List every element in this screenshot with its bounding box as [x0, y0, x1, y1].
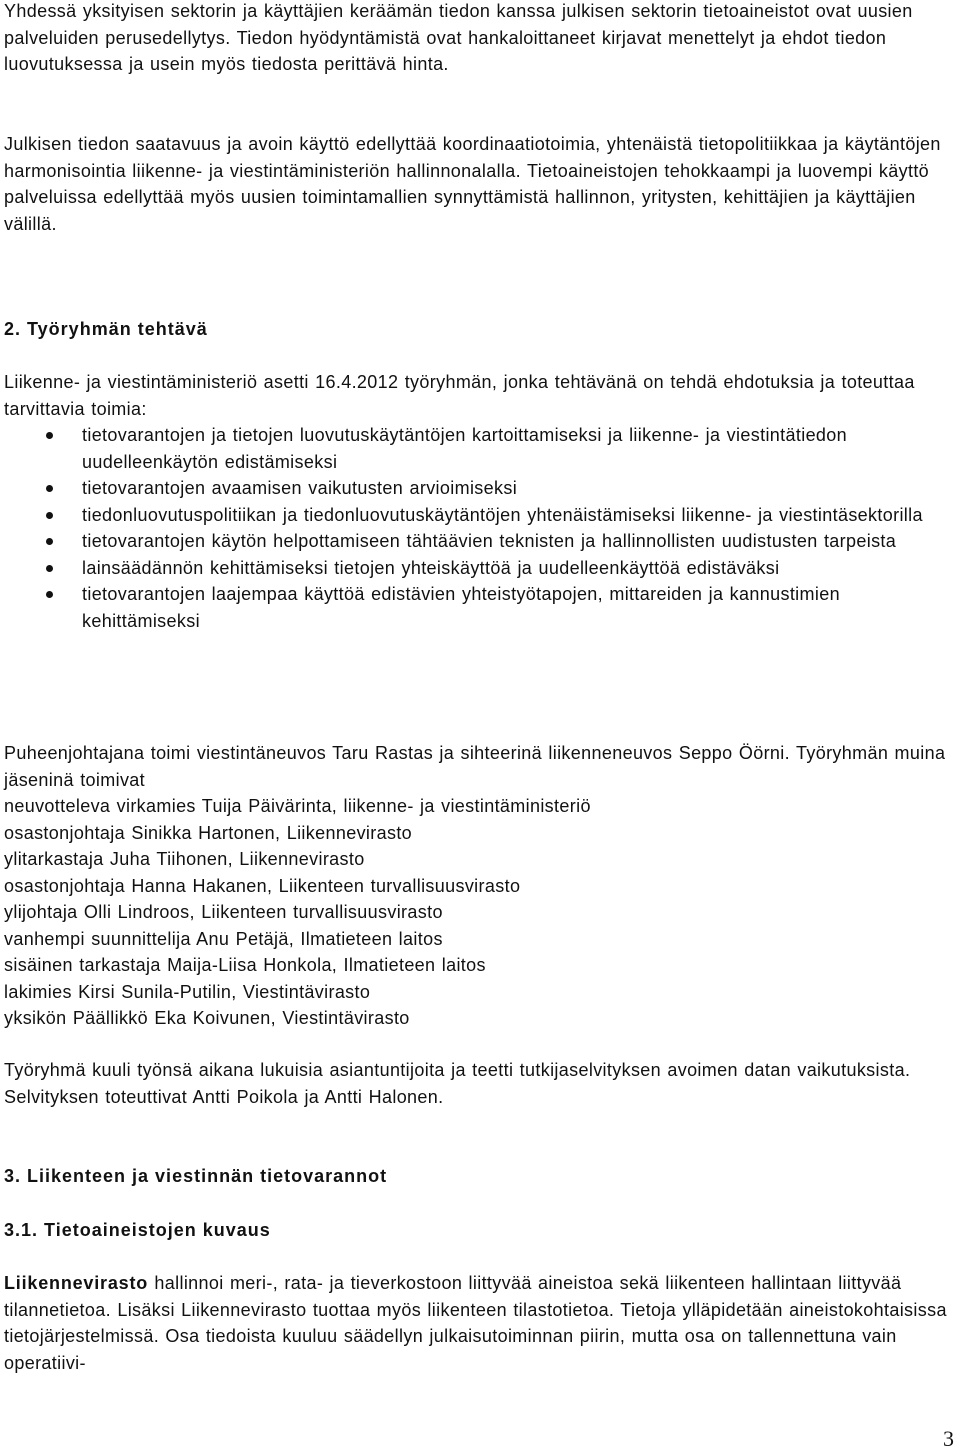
section-3-heading: 3. Liikenteen ja viestinnän tietovarannot [4, 1166, 388, 1186]
member-line: neuvotteleva virkamies Tuija Päivärinta, liikenne- ja viestintäministeriö [4, 796, 591, 816]
task-text: tietovarantojen avaamisen vaikutusten arvioimiseksi [82, 478, 518, 498]
bullet-icon [46, 538, 53, 545]
task-text: tietovarantojen laajempaa käyttöä edistävien yhteistyötapojen, mittareiden ja kannustimien kehittämiseksi [82, 584, 840, 631]
task-item [4, 502, 952, 529]
bullet-icon [46, 512, 53, 519]
bullet-icon [46, 591, 53, 598]
task-text: tietovarantojen ja tietojen luovutuskäytäntöjen kartoittamiseksi ja liikenne- ja viestintätiedon uudelleenkäytön edistämiseksi [82, 425, 848, 472]
member-line: osastonjohtaja Hanna Hakanen, Liikenteen turvallisuusvirasto [4, 875, 521, 896]
agency-text: hallinnoi meri-, rata- ja tieverkostoon liittyvää aineistoa sekä liikenteen hallintaan liittyvää tilannetietoa. Lisäksi Liikennevirasto tuottaa myös liikenteen tilastotietoa. Tietoja ylläpidetään aineistokohtaisissa tietojärjestelmissä. Osa tiedoista kuuluu säädellyn julkaisutoiminnan piirin, mutta osa on tallennettuna vain operatiivi- [4, 1273, 947, 1373]
task-text: lainsäädännön kehittämiseksi tietojen yhteiskäyttöä ja uudelleenkäyttöä edistäväksi [82, 557, 780, 578]
member-line: osastonjohtaja Sinikka Hartonen, Liikennevirasto [4, 822, 413, 843]
member-line: lakimies Kirsi Sunila-Putilin, Viestintävirasto [4, 981, 371, 1002]
agency-name: Liikennevirasto [4, 1273, 149, 1293]
bullet-icon [46, 565, 53, 572]
chair-paragraph: Puheenjohtajana toimi viestintäneuvos Taru Rastas ja sihteerinä liikenneneuvos Seppo Öörni. Työryhmän muina jäseninä toimivat [4, 743, 946, 790]
intro-paragraph: Yhdessä yksityisen sektorin ja käyttäjien keräämän tiedon kanssa julkisen sektorin tietoaineistot ovat uusien palveluiden perusedellytys. Tiedon hyödyntämistä ovat hankaloittaneet kirjavat menettelyt ja ehdot tiedon luovutuksessa ja usein myös tiedosta perittävä hinta. [4, 1, 913, 74]
availability-paragraph: Julkisen tiedon saatavuus ja avoin käyttö edellyttää koordinaatiotoimia, yhtenäistä tietopolitiikkaa ja käytäntöjen harmonisointia liikenne- ja viestintäministeriön hallinnonalalla. Tietoaineistojen tehokkaampi ja luovempi käyttö palveluissa edellyttää myös uusien toimintamallien synnyttämistä hallinnon, yritysten, kehittäjien ja käyttäjien välillä. [4, 134, 941, 234]
section-3-1-heading: 3.1. Tietoaineistojen kuvaus [4, 1220, 271, 1240]
task-item [4, 555, 952, 582]
member-line: vanhempi suunnittelija Anu Petäjä, Ilmatieteen laitos [4, 928, 443, 949]
bullet-icon [46, 432, 53, 439]
member-line: ylitarkastaja Juha Tiihonen, Liikennevirasto [4, 849, 365, 869]
bullet-icon [46, 485, 53, 492]
member-line: sisäinen tarkastaja Maija-Liisa Honkola, Ilmatieteen laitos [4, 955, 486, 975]
task-item [4, 528, 952, 555]
task-list [4, 422, 952, 634]
section-2-intro: Liikenne- ja viestintäministeriö asetti 16.4.2012 työryhmän, jonka tehtävänä on tehdä ehdotuksia ja toteuttaa tarvittavia toimia: [4, 372, 915, 419]
member-list [4, 793, 952, 1032]
section-2-heading: 2. Työryhmän tehtävä [4, 319, 208, 339]
task-text: tietovarantojen käytön helpottamiseen tähtäävien teknisten ja hallinnollisten uudistusten tarpeista [82, 531, 897, 551]
task-item [4, 581, 952, 634]
experts-paragraph: Työryhmä kuuli työnsä aikana lukuisia asiantuntijoita ja teetti tutkijaselvityksen avoimen datan vaikutuksista. Selvityksen toteuttivat Antti Poikola ja Antti Halonen. [4, 1060, 911, 1107]
page-number: 3 [943, 1426, 954, 1451]
task-text: tiedonluovutuspolitiikan ja tiedonluovutuskäytäntöjen yhtenäistämiseksi liikenne- ja viestintäsektorilla [82, 504, 923, 525]
task-item [4, 475, 952, 502]
agency-paragraph [4, 1270, 952, 1376]
task-item [4, 422, 952, 475]
member-line: ylijohtaja Olli Lindroos, Liikenteen turvallisuusvirasto [4, 902, 443, 922]
member-line: yksikön Päällikkö Eka Koivunen, Viestintävirasto [4, 1008, 410, 1028]
